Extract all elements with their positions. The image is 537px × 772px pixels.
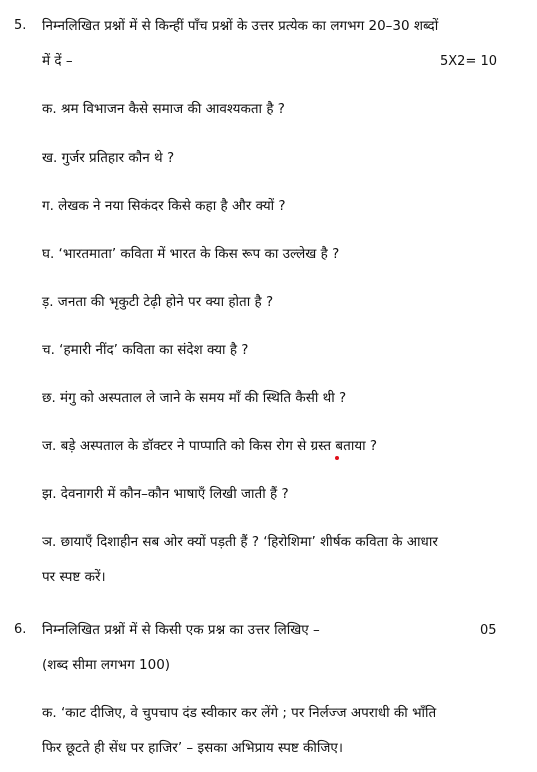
question-5-item-jha: झ. देवनागरी में कौन–कौन भाषाएँ लिखी जाती हैं ? — [42, 486, 289, 502]
question-6-number: 6. — [14, 622, 27, 637]
question-5-number: 5. — [14, 18, 27, 33]
question-5-item-ja: ज. बड़े अस्पताल के डॉक्टर ने पाप्पाति को किस रोग से ग्रस्त बताया ? — [42, 438, 378, 454]
question-5-item-kha: ख. गुर्जर प्रतिहार कौन थे ? — [42, 150, 175, 166]
question-5-marks: 5X2= 10 — [440, 54, 498, 69]
question-5-item-nya-line1: ञ. छायाएँ दिशाहीन सब ओर क्यों पड़ती हैं ? ‘हिरोशिमा’ शीर्षक कविता के आधार — [42, 534, 438, 550]
question-5-item-chha: छ. मंगु को अस्पताल ले जाने के समय माँ की स्थिति कैसी थी ? — [42, 390, 347, 406]
question-5-item-nya-line2: पर स्पष्ट करें। — [42, 569, 106, 585]
question-5-item-cha: च. ‘हमारी नींद’ कविता का संदेश क्या है ? — [42, 342, 249, 358]
question-5-item-ga: ग. लेखक ने नया सिकंदर किसे कहा है और क्यों ? — [42, 198, 286, 214]
question-5-item-ka: क. श्रम विभाजन कैसे समाज की आवश्यकता है ? — [42, 101, 285, 117]
question-5-item-nga: ड़. जनता की भृकुटी टेढ़ी होने पर क्या होता है ? — [42, 294, 274, 310]
question-5-instruction-line1: निम्नलिखित प्रश्नों में से किन्हीं पाँच प्रश्नों के उत्तर प्रत्येक का लगभग 20–30 शब्दों — [42, 18, 439, 34]
question-6-word-limit: (शब्द सीमा लगभग 100) — [42, 657, 171, 673]
question-6-item-ka-line1: क. ‘काट दीजिए, वे चुपचाप दंड स्वीकार कर लेंगे ; पर निर्लज्ज अपराधी की भाँति — [42, 705, 437, 721]
question-6-instruction: निम्नलिखित प्रश्नों में से किसी एक प्रश्न का उत्तर लिखिए – — [42, 622, 320, 638]
question-5-instruction-line2: में दें – — [42, 53, 73, 69]
question-6-item-ka-line2: फिर छूटते ही सेंध पर हाजिर’ – इसका अभिप्राय स्पष्ट कीजिए। — [42, 740, 344, 756]
question-6-marks: 05 — [480, 623, 497, 638]
red-mark-dot — [335, 456, 339, 460]
question-5-item-gha: घ. ‘भारतमाता’ कविता में भारत के किस रूप का उल्लेख है ? — [42, 246, 340, 262]
